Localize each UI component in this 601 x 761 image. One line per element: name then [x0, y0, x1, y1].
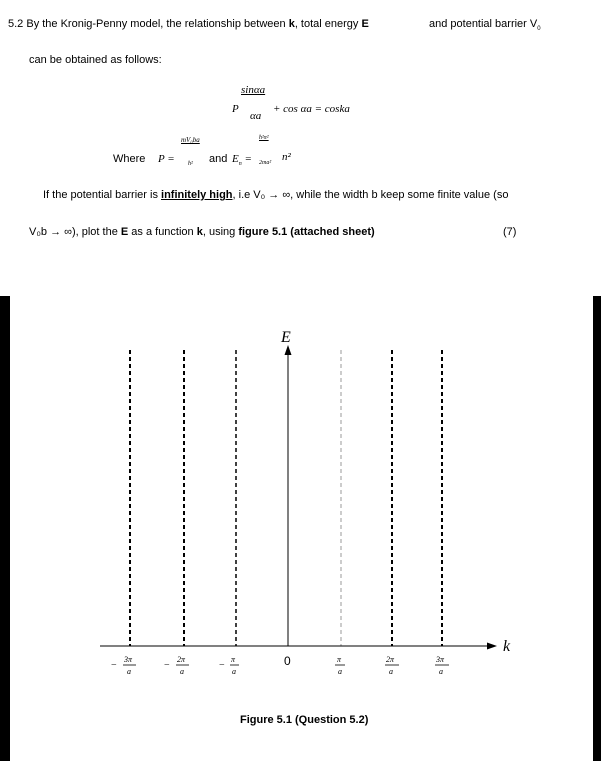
barrier-line-1: If the potential barrier is infinitely high, i.e V₀ → ∞, while the width b keep some finite value (so	[43, 189, 509, 201]
tick-label-sign: −	[219, 660, 225, 671]
x-axis-arrow	[487, 643, 497, 650]
En-numerator: ħ²π²	[259, 135, 269, 141]
tick-label-den: a	[338, 667, 342, 676]
n-squared: n²	[282, 151, 291, 163]
equation-denominator: αa	[250, 110, 262, 122]
question-intro: By the Kronig-Penny model, the relationship between	[26, 18, 289, 30]
figure-reference: figure 5.1 (attached sheet)	[238, 226, 375, 238]
question-comma: , total energy	[294, 18, 362, 30]
equation-rest: + cos αa = coska	[273, 103, 350, 115]
P-denominator: ħ²	[188, 161, 193, 167]
where-label: Where	[113, 153, 146, 165]
tick-label-num: 3π	[436, 655, 445, 664]
tick-label-sign: −	[111, 660, 117, 671]
figure-caption: Figure 5.1 (Question 5.2)	[240, 714, 369, 726]
origin-label: 0	[284, 654, 291, 668]
tick-2pi	[385, 655, 399, 676]
y-axis-arrow	[285, 345, 292, 355]
k-symbol: k	[288, 18, 295, 30]
question-line-2: can be obtained as follows:	[29, 54, 162, 66]
tick-label-num: 3π	[124, 655, 133, 664]
P-numerator: mV₀ba	[181, 136, 200, 144]
tick-label-den: a	[389, 667, 393, 676]
P-definition: P =	[158, 153, 175, 165]
tick-label-num: 2π	[386, 655, 395, 664]
equation-P: P	[232, 103, 239, 115]
tick-label-num: 2π	[177, 655, 186, 664]
infinitely-high-emphasis: infinitely high	[161, 189, 233, 201]
En-denominator: 2ma²	[259, 160, 272, 166]
tick-label-den: a	[180, 667, 184, 676]
tick-pi	[335, 655, 345, 676]
x-axis-label: k	[503, 638, 511, 655]
tick-label-sign: −	[164, 660, 170, 671]
tick-neg3pi	[111, 655, 136, 676]
tick-label-den: a	[439, 667, 443, 676]
tick-negpi	[219, 655, 239, 676]
tick-label-num: π	[337, 655, 342, 664]
tick-neg2pi	[164, 655, 189, 676]
tick-label-den: a	[232, 667, 236, 676]
tick-label-num: π	[231, 655, 236, 664]
E-symbol: E	[361, 18, 369, 30]
y-axis-label: E	[281, 329, 291, 346]
tick-3pi	[435, 655, 449, 676]
tick-label-den: a	[127, 667, 131, 676]
marks: (7)	[503, 226, 517, 238]
question-tail: and potential barrier $V_0$	[429, 18, 541, 33]
En-symbol: $E_n$ =	[232, 153, 252, 168]
equation-numerator: sinαa	[241, 84, 266, 96]
and-word: and	[209, 153, 228, 165]
barrier-line-2: V₀b → ∞), plot the E as a function k, using figure 5.1 (attached sheet)	[29, 226, 375, 238]
question-number: 5.2	[8, 18, 24, 30]
